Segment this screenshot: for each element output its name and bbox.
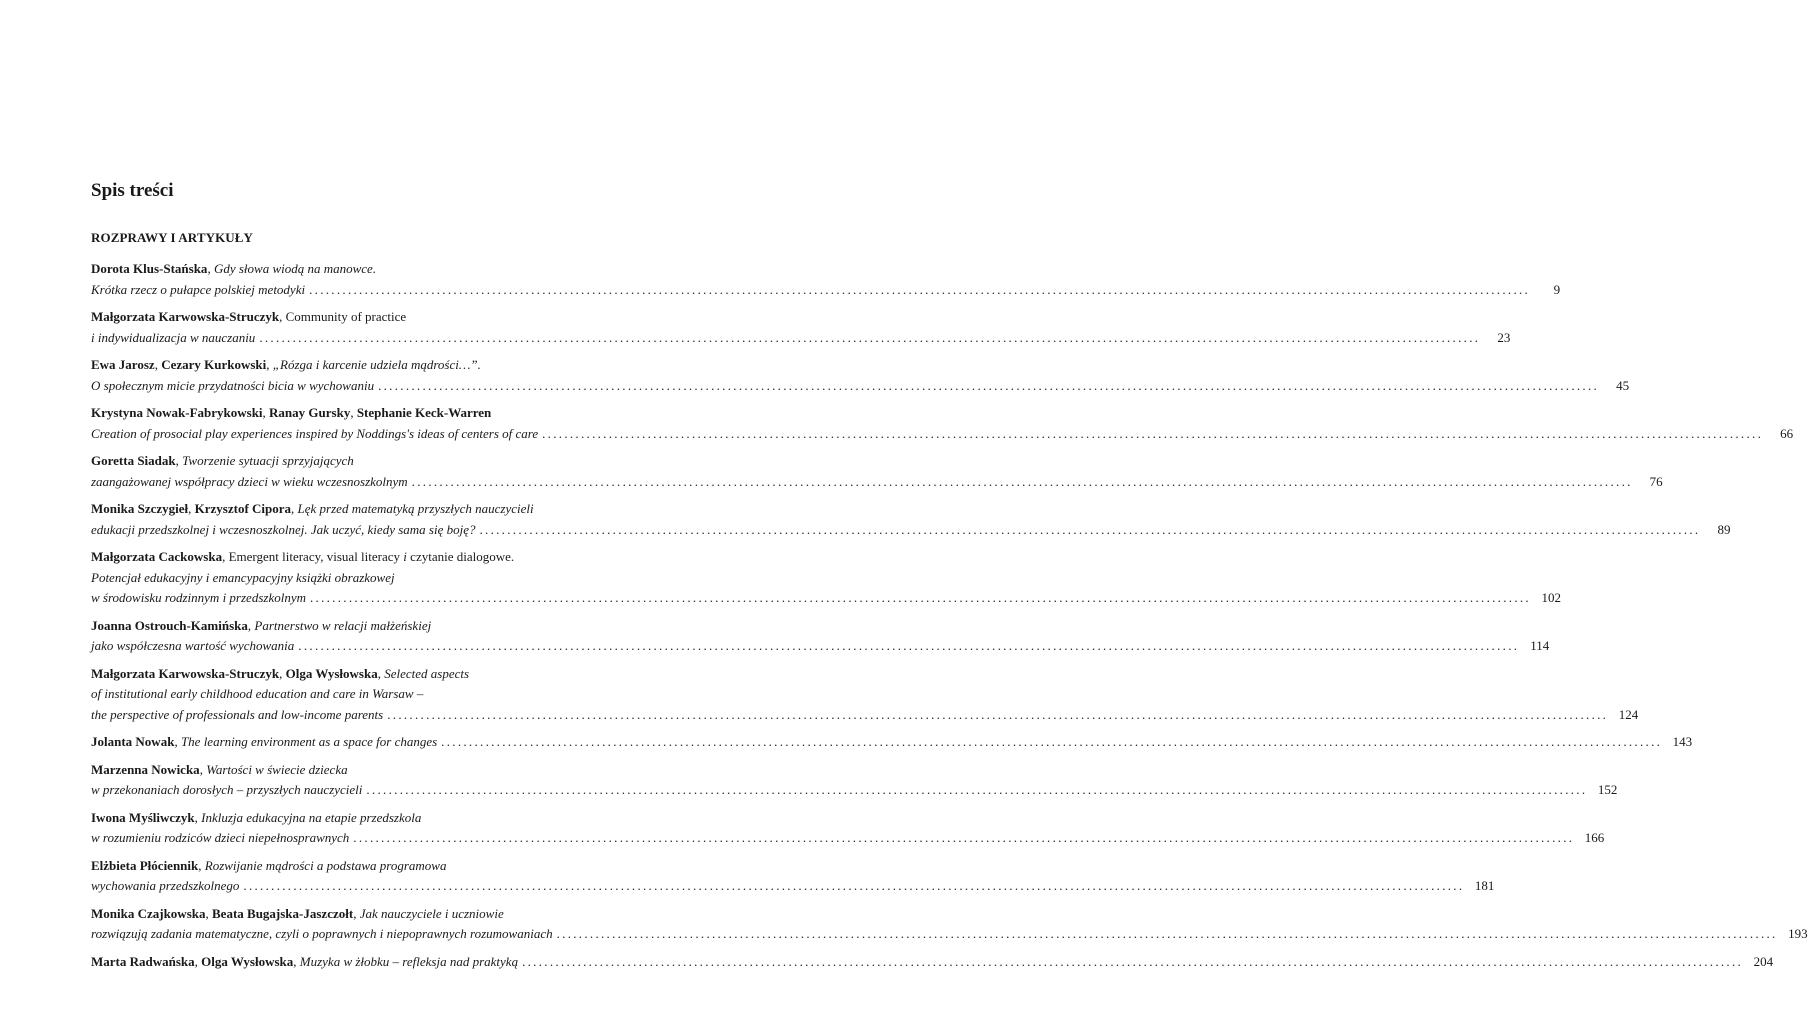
toc-entry-line: Goretta Siadak, Tworzenie sytuacji sprzyjających [91,453,354,468]
toc-entry-line: Ewa Jarosz, Cezary Kurkowski, „Rózga i karcenie udziela mądrości…”. [91,357,481,372]
toc-entry-text [91,828,349,849]
author-name: Małgorzata Cackowska [91,549,223,564]
page-number: 152 [1597,782,1618,797]
toc-entry-text [91,588,306,609]
dot-leader: ............................................................................................................................................................................................................................ [353,830,1575,845]
dot-leader: ............................................................................................................................................................................................................................ [309,590,1531,605]
author-name: Beata Bugajska-Jaszczołt [212,905,354,921]
toc-entry-line: Małgorzata Karwowska-Struczyk, Community of practice [91,309,407,324]
toc-entry-last-line [91,424,1794,445]
toc-entry-text [91,424,538,445]
entry-title-text: of institutional early childhood education and care in Warsaw – [91,686,424,701]
entry-title-text: w rozumieniu rodziców dzieci niepełnosprawnych [91,830,350,845]
entry-title-text: Muzyka w żłobku – refleksja nad praktyką [299,953,519,969]
entry-title-text: wychowania przedszkolnego [91,878,240,893]
dot-leader: ............................................................................................................................................................................................................................ [387,706,1609,722]
entry-title-text: Creation of prosocial play experiences inspired by Noddings's ideas of centers of care [91,425,539,441]
toc-entry-last-line [91,924,1808,945]
entry-title-text: edukacji przedszkolnej i wczesnoszkolnej. Jak uczyć, kiedy sama się boję? [91,521,476,537]
toc-entry-text [91,520,475,541]
toc-entry [91,664,1639,726]
author-name: Marzenna Nowicka [91,761,200,777]
entry-title-text: Krótka rzecz o pułapce polskiej metodyki [91,281,306,297]
author-name: Cezary Kurkowski [161,357,267,372]
dot-leader: ............................................................................................................................................................................................................................ [378,377,1600,393]
toc-entry-last-line [91,828,1605,849]
author-name: Monika Szczygieł [91,501,189,516]
section-heading: ROZPRAWY I ARTYKUŁY [91,230,254,245]
toc-entry-line: Elżbieta Płóciennik, Rozwijanie mądrości a podstawa programowa [91,857,447,873]
author-name: Olga Wysłowska [285,665,378,681]
toc-entry-last-line [91,876,1495,897]
author-name: Marta Radwańska [91,953,195,969]
toc-entry-text [91,280,305,301]
entry-title-text: jako współczesna wartość wychowania [91,638,295,653]
dot-leader: ............................................................................................................................................................................................................................ [366,782,1588,797]
page-number: 45 [1616,377,1630,393]
toc-entry [91,616,1550,657]
entry-title-text: Partnerstwo w relacji małżeńskiej [254,617,432,633]
toc-entry-list [91,259,1808,979]
entry-title-text: Potencjał edukacyjny i emancypacyjny książki obrazkowej [91,569,395,585]
toc-entry-text [91,636,294,657]
author-name: Jolanta Nowak [91,734,175,749]
toc-entry-text [91,376,374,397]
toc-entry-line: Krystyna Nowak-Fabrykowski, Ranay Gursky, Stephanie Keck-Warren [91,405,492,420]
page-number: 143 [1672,734,1693,749]
toc-entry [91,403,1794,444]
toc-entry [91,451,1663,492]
toc-entry-last-line [91,952,1774,973]
toc-entry-last-line [91,588,1561,609]
author-name: Ranay Gursky [269,405,351,420]
page-number: 9 [1553,281,1561,297]
entry-title-text: zaangażowanej współpracy dzieci w wieku wczesnoszkolnym [91,473,408,489]
entry-title-text: Wartości w świecie dziecka [206,761,348,777]
page-number: 89 [1717,521,1731,537]
toc-entry [91,856,1495,897]
page-number: 166 [1584,830,1605,845]
toc-entry-text [91,876,239,897]
toc-entry-last-line [91,780,1618,801]
toc-entry-text [91,780,362,801]
page-number: 124 [1618,706,1639,722]
toc-entry-text [91,472,408,493]
toc-entry-line: Joanna Ostrouch-Kamińska, Partnerstwo w relacji małżeńskiej [91,617,432,633]
entry-title-text: Gdy słowa wiodą na manowce. [213,261,377,276]
toc-entry [91,732,1693,753]
author-name: Stephanie Keck-Warren [356,405,492,420]
toc-entry-text: Jolanta Nowak, The learning environment as a space for changes [91,734,438,749]
dot-leader: ............................................................................................................................................................................................................................ [259,329,1481,345]
author-name: Ewa Jarosz [91,357,155,372]
author-name: Monika Czajkowska [91,905,206,921]
dot-leader: ............................................................................................................................................................................................................................ [556,926,1778,941]
entry-title-text: The learning environment as a space for changes [180,734,438,749]
toc-entry-line: Marzenna Nowicka, Wartości w świecie dziecka [91,761,348,777]
page-number: 102 [1541,590,1561,605]
toc-entry-line: Małgorzata Cackowska, Emergent literacy, visual literacy i czytanie dialogowe. [91,549,515,564]
toc-entry-line: Monika Szczygieł, Krzysztof Cipora, Lęk przed matematyką przyszłych nauczycieli [91,501,534,516]
author-name: Elżbieta Płóciennik [91,857,199,873]
page-number: 23 [1497,329,1511,345]
toc-entry-line [91,684,641,705]
toc-entry [91,904,1808,945]
dot-leader: ............................................................................................................................................................................................................................ [411,473,1633,489]
author-name: Olga Wysłowska [201,953,294,969]
toc-entry [91,547,1561,609]
page-number: 66 [1780,425,1794,441]
dot-leader: ............................................................................................................................................................................................................................ [542,425,1764,441]
toc-entry-line: Małgorzata Karwowska-Struczyk, Olga Wysłowska, Selected aspects [91,665,470,681]
entry-title-text: Community of practice [285,309,407,324]
entry-title-text: „Rózga i karcenie udziela mądrości…”. [272,357,481,372]
page-number: 204 [1753,953,1774,969]
entry-title-text: w przekonaniach dorosłych – przyszłych nauczycieli [91,782,363,797]
toc-entry-last-line [91,472,1663,493]
dot-leader: ............................................................................................................................................................................................................................ [441,734,1663,749]
toc-entry [91,952,1774,973]
page-number: 76 [1649,473,1663,489]
toc-entry-last-line [91,520,1731,541]
toc-entry-last-line [91,376,1630,397]
dot-leader: ............................................................................................................................................................................................................................ [243,878,1465,893]
page-number: 114 [1530,638,1550,653]
page-number: 181 [1474,878,1495,893]
entry-title-text: Tworzenie sytuacji sprzyjających [182,453,354,468]
page-number: 193 [1788,926,1808,941]
toc-entry [91,307,1511,348]
toc-entry [91,808,1605,849]
toc-entry-text [91,705,383,726]
entry-title-text: Jak nauczyciele i uczniowie [359,905,504,921]
entry-title-text: Rozwijanie mądrości a podstawa programowa [204,857,447,873]
toc-entry-last-line [91,705,1639,726]
entry-title-text: w środowisku rodzinnym i przedszkolnym [91,590,306,605]
entry-title-text: Emergent literacy, visual literacy [228,549,404,564]
toc-entry [91,259,1561,300]
toc-entry-text [91,328,255,349]
entry-title-text: i indywidualizacja w nauczaniu [91,329,256,345]
author-name: Krystyna Nowak-Fabrykowski [91,405,263,420]
entry-title-text: Lęk przed matematyką przyszłych nauczycieli [297,501,534,516]
dot-leader: ............................................................................................................................................................................................................................ [522,953,1744,969]
author-name: Joanna Ostrouch-Kamińska [91,617,248,633]
toc-entry [91,499,1731,540]
dot-leader: ............................................................................................................................................................................................................................ [309,281,1531,297]
toc-entry-line [91,568,641,589]
author-name: Małgorzata Karwowska-Struczyk [91,309,280,324]
author-name: Małgorzata Karwowska-Struczyk [91,665,280,681]
entry-title-text: Inkluzja edukacyjna na etapie przedszkola [201,809,422,825]
author-name: Goretta Siadak [91,453,176,468]
page-title: Spis treści [91,180,174,201]
entry-title-text: O społecznym micie przydatności bicia w wychowaniu [91,377,375,393]
toc-entry [91,760,1618,801]
author-name: Dorota Klus-Stańska [91,261,208,276]
toc-entry-last-line [91,328,1511,349]
entry-title-text: rozwiązują zadania matematyczne, czyli o poprawnych i niepoprawnych rozumowaniach [91,926,553,941]
dot-leader: ............................................................................................................................................................................................................................ [298,638,1520,653]
entry-title-text: the perspective of professionals and low-income parents [91,706,384,722]
toc-entry-line: Dorota Klus-Stańska, Gdy słowa wiodą na manowce. [91,261,377,276]
toc-entry-line: Monika Czajkowska, Beata Bugajska-Jaszczołt, Jak nauczyciele i uczniowie [91,905,504,921]
entry-title-text: Selected aspects [384,665,470,681]
author-name: Krzysztof Cipora [194,501,292,516]
toc-entry [91,355,1630,396]
toc-entry-text: Marta Radwańska, Olga Wysłowska, Muzyka w żłobku – refleksja nad praktyką [91,953,519,969]
entry-title-text: czytanie dialogowe. [406,549,515,564]
toc-entry-line: Iwona Myśliwczyk, Inkluzja edukacyjna na etapie przedszkola [91,809,422,825]
toc-entry-last-line [91,732,1693,753]
toc-entry-last-line [91,280,1561,301]
toc-entry-text [91,924,553,945]
toc-entry-last-line [91,636,1550,657]
author-name: Iwona Myśliwczyk [91,809,195,825]
entry-title-text: i [403,549,407,564]
dot-leader: ............................................................................................................................................................................................................................ [479,521,1701,537]
